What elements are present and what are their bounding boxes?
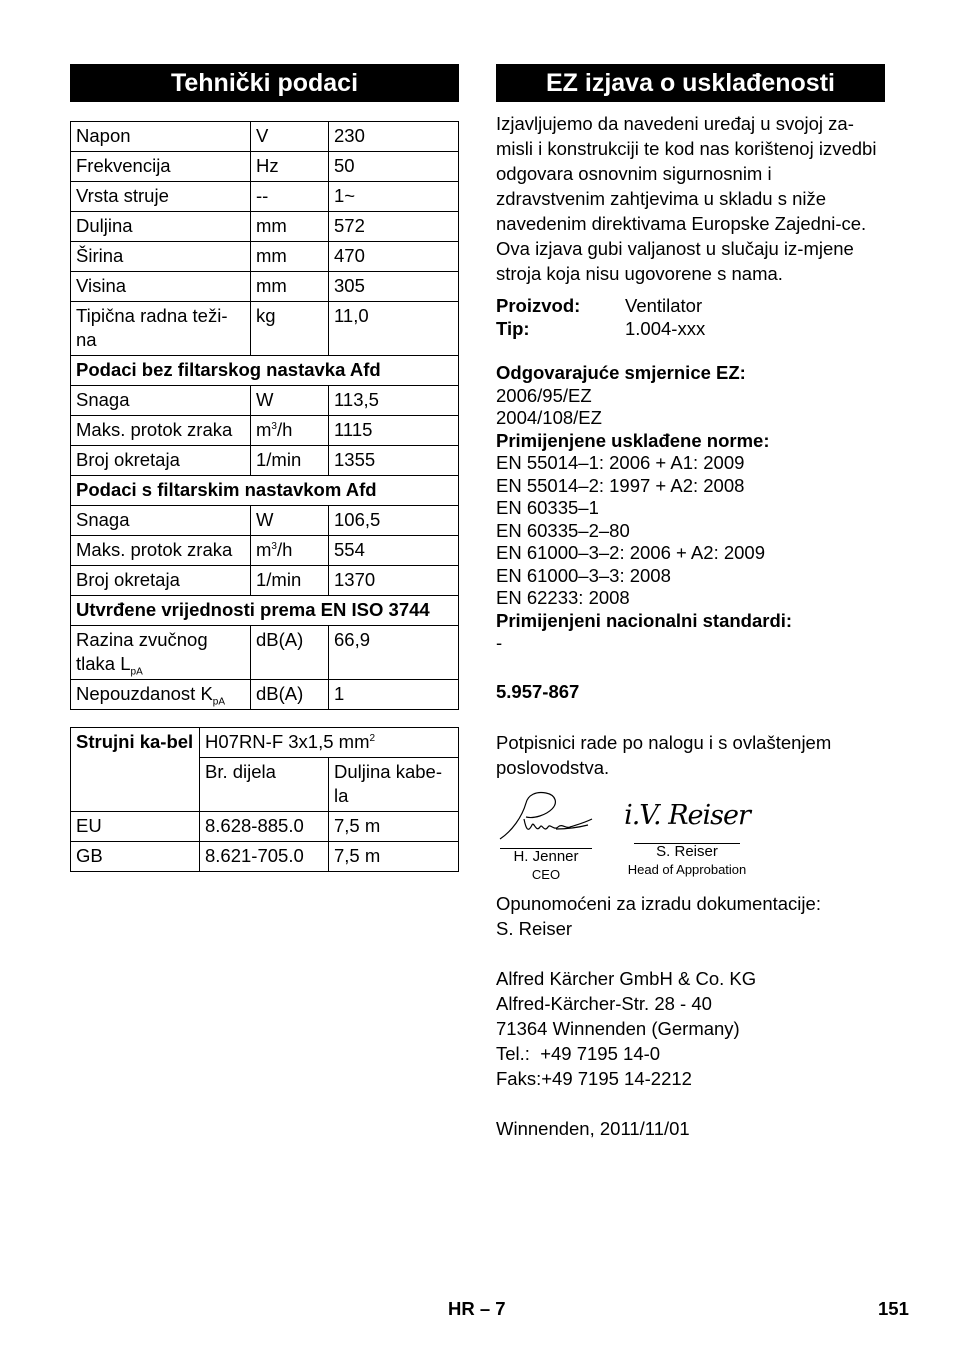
ec-declaration-title: EZ izjava o usklađenosti [496, 64, 885, 102]
table-row [71, 386, 459, 416]
spec-unit: -- [251, 182, 329, 212]
table-row [71, 728, 459, 758]
spec-value: 11,0 [329, 302, 459, 356]
document-number: 5.957-867 [496, 680, 580, 702]
spec-unit: dB(A) [251, 626, 329, 680]
product-label: Proizvod: [496, 295, 581, 316]
table-row [71, 536, 459, 566]
directive-item: 2004/108/EZ [496, 407, 602, 428]
company-fax: Faks:+49 7195 14-2212 [496, 1068, 692, 1089]
region-cell: EU [71, 812, 200, 842]
spec-value: 470 [329, 242, 459, 272]
table-row [71, 122, 459, 152]
standards-list [496, 362, 885, 655]
signer2-role: Head of Approbation [627, 862, 747, 877]
company-street: Alfred-Kärcher-Str. 28 - 40 [496, 993, 712, 1014]
section-heading-with-filter: Podaci s filtarskim nastavkom Afd [71, 476, 459, 506]
norm-item: EN 55014–2: 1997 + A2: 2008 [496, 474, 745, 496]
type-label: Tip: [496, 318, 530, 339]
spec-label: Frekvencija [71, 152, 251, 182]
footer-section-label: HR – 7 [448, 1298, 506, 1319]
norm-item: EN 61000–3–3: 2008 [496, 564, 671, 586]
spec-unit: V [251, 122, 329, 152]
region-cell: GB [71, 842, 200, 872]
type-row [496, 317, 885, 340]
power-cable-table [70, 727, 459, 872]
part-number-cell: 8.628-885.0 [200, 812, 329, 842]
spec-value: 50 [329, 152, 459, 182]
table-row [71, 842, 459, 872]
table-row [71, 566, 459, 596]
table-row [71, 416, 459, 446]
signer2-name: S. Reiser [656, 843, 718, 860]
place-date: Winnenden, 2011/11/01 [496, 1118, 690, 1139]
signatures [496, 789, 885, 881]
technical-data-section [70, 64, 459, 872]
company-name: Alfred Kärcher GmbH & Co. KG [496, 968, 757, 989]
company-city: 71364 Winnenden (Germany) [496, 1018, 740, 1039]
norm-item: EN 62233: 2008 [496, 587, 630, 608]
authorized-block [496, 891, 885, 941]
spec-label: Napon [71, 122, 251, 152]
declaration-intro: Izjavljujemo da navedeni uređaj u svojoj za-misli i konstrukciji te kod nas korištenoj izvedbi odgovara osnovnim sigurnosnim i zdravstvenim zahtjevima u skladu s niže navedenim direktivama Europske Zajedni-ce. Ova izjava gubi valjanost u slučaju iz-mjene stroja koja nisu ugovorene s nama. [496, 113, 877, 284]
spec-value: 66,9 [329, 626, 459, 680]
table-row [71, 272, 459, 302]
spec-unit: 1/min [251, 566, 329, 596]
table-row [71, 812, 459, 842]
table-row [71, 182, 459, 212]
table-row [71, 152, 459, 182]
spec-label: Snaga [71, 386, 251, 416]
spec-label: Nepouzdanost $K_{pA}$ [71, 680, 251, 710]
spec-unit: W [251, 386, 329, 416]
signer-jenner [496, 789, 596, 883]
cable-label: Strujni ka-bel [71, 728, 200, 812]
signatories-text: Potpisnici rade po nalogu i s ovlaštenjem poslovodstva. [496, 732, 832, 778]
spec-unit: mm [251, 212, 329, 242]
table-row [71, 212, 459, 242]
table-row [71, 680, 459, 710]
company-address [496, 966, 885, 1091]
spec-unit: 1/min [251, 446, 329, 476]
spec-label: Tipična radna teži-na [71, 302, 251, 356]
spec-value: 554 [329, 536, 459, 566]
norm-item: EN 60335–2–80 [496, 519, 630, 541]
spec-value: 106,5 [329, 506, 459, 536]
spec-label: Duljina [71, 212, 251, 242]
spec-value: 1~ [329, 182, 459, 212]
spec-label: Maks. protok zraka [71, 536, 251, 566]
cable-length-cell: 7,5 m [329, 842, 459, 872]
spec-unit: mm [251, 272, 329, 302]
spec-value: 113,5 [329, 386, 459, 416]
spec-value: 1355 [329, 446, 459, 476]
spec-label: Broj okretaja [71, 446, 251, 476]
product-info [496, 294, 885, 340]
signer1-name: H. Jenner [513, 848, 579, 865]
reiser-signature: i.V. Reiser [624, 800, 750, 831]
spec-label: Razina zvučnog tlaka $L_{pA}$ [71, 626, 251, 680]
spec-label: Broj okretaja [71, 566, 251, 596]
company-phone: Tel.: +49 7195 14-0 [496, 1043, 661, 1064]
part-number-cell: 8.621-705.0 [200, 842, 329, 872]
national-standards-value: - [496, 632, 503, 653]
table-section-row [71, 596, 459, 626]
spec-value: 1370 [329, 566, 459, 596]
signer-reiser [622, 789, 752, 878]
section-heading-en-iso: Utvrđene vrijednosti prema EN ISO 3744 [71, 596, 459, 626]
norms-heading: Primijenjene usklađene norme: [496, 429, 770, 451]
table-section-row [71, 476, 459, 506]
spec-unit: kg [251, 302, 329, 356]
spec-value: 1115 [329, 416, 459, 446]
norm-item: EN 55014–1: 2006 + A1: 2009 [496, 452, 745, 473]
spec-value: 1 [329, 680, 459, 710]
national-standards-heading: Primijenjeni nacionalni standardi: [496, 609, 793, 631]
spec-unit: $m^3/h$ [251, 416, 329, 446]
spec-unit: mm [251, 242, 329, 272]
technical-data-table [70, 121, 459, 710]
signer1-role: CEO [531, 867, 561, 882]
directive-item: 2006/95/EZ [496, 384, 592, 406]
directives-heading: Odgovarajuće smjernice EZ: [496, 362, 746, 383]
column-header-cable-length: Duljina kabe-la [329, 758, 459, 812]
norm-item: EN 60335–1 [496, 497, 599, 518]
spec-unit: W [251, 506, 329, 536]
spec-label: Visina [71, 272, 251, 302]
spec-value: 230 [329, 122, 459, 152]
product-value: Ventilator [625, 295, 703, 316]
spec-unit: $m^3/h$ [251, 536, 329, 566]
table-row [71, 302, 459, 356]
ec-declaration-section [496, 64, 885, 1141]
norm-item: EN 61000–3–2: 2006 + A2: 2009 [496, 542, 765, 563]
table-row [71, 446, 459, 476]
section-heading-no-filter: Podaci bez filtarskog nastavka Afd [71, 356, 459, 386]
jenner-signature [496, 789, 596, 843]
spec-value: 572 [329, 212, 459, 242]
type-value: 1.004-xxx [625, 318, 706, 339]
cable-length-cell: 7,5 m [329, 812, 459, 842]
column-header-part-number: Br. dijela [200, 758, 329, 812]
table-section-row [71, 356, 459, 386]
spec-label: Snaga [71, 506, 251, 536]
table-row [71, 242, 459, 272]
spec-label: Maks. protok zraka [71, 416, 251, 446]
technical-data-title: Tehnički podaci [70, 64, 459, 102]
product-row [496, 294, 885, 317]
authorized-label: Opunomoćeni za izradu dokumentacije: [496, 893, 821, 914]
spec-label: Vrsta struje [71, 182, 251, 212]
spec-label: Širina [71, 242, 251, 272]
spec-unit: dB(A) [251, 680, 329, 710]
table-row [71, 506, 459, 536]
footer-page-number: 151 [878, 1298, 909, 1319]
table-row [71, 626, 459, 680]
spec-unit: Hz [251, 152, 329, 182]
cable-type: H07RN-F 3x1,5 $mm^2$ [200, 728, 459, 758]
authorized-name: S. Reiser [496, 918, 573, 939]
spec-value: 305 [329, 272, 459, 302]
